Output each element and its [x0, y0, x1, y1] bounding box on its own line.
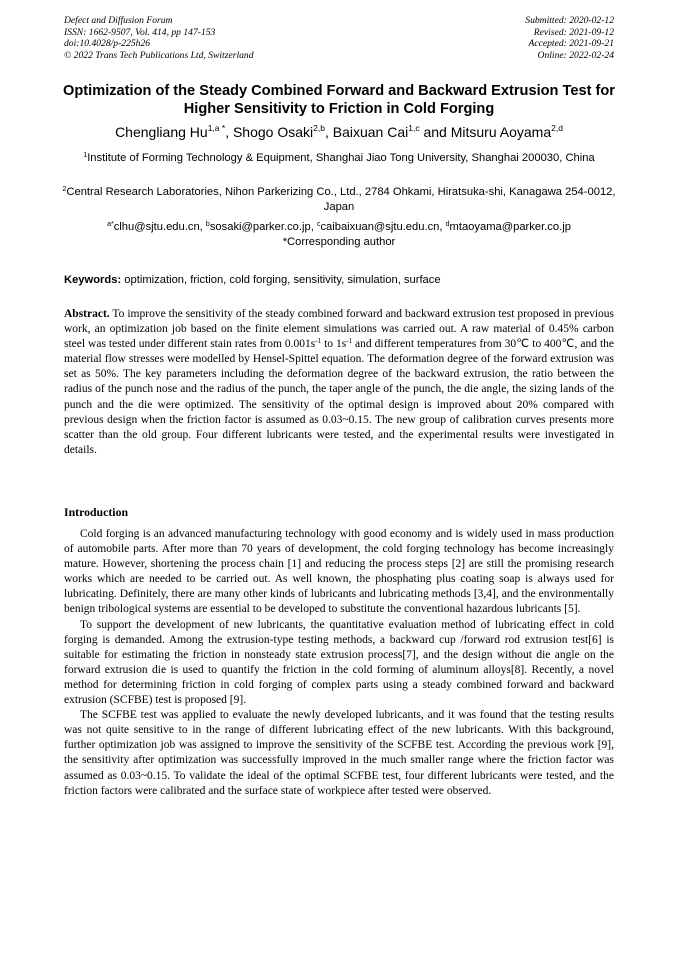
author-separator: , [225, 124, 233, 140]
abstract-text: to 1s [321, 338, 347, 351]
author-separator: and [419, 124, 451, 140]
paper-title: Optimization of the Steady Combined Forward and Backward Extrusion Test for Higher Sensitivity to Friction in Cold Forging [63, 83, 615, 117]
abstract-superscript: -1 [346, 337, 353, 346]
accepted-date: Accepted: 2021-09-21 [528, 38, 614, 50]
paragraph: Cold forging is an advanced manufacturing technology with good economy and is widely used in mass production of automobile parts. After more than 70 years of development, the cold forging technology has become increasingly mature. However, shortening the process chain [1] and reducing the process steps [2] are still the promising research works which are needed to be carried out. As well known, the phosphating plus coating soap is always used for lubricating. Definitely, there are many other kinds of lubricants and lubricating methods [3,4], and the environmentally benign tribological systems are essential to be developed to substitute the conventional hazardous lubricants [5]. [64, 528, 614, 616]
keywords-text: optimization, friction, cold forging, sensitivity, simulation, surface [121, 274, 441, 286]
section-heading: Introduction [64, 505, 129, 519]
introduction-body [64, 527, 614, 799]
affiliation-mark: 1 [83, 152, 88, 159]
email-link[interactable]: clhu@sjtu.edu.cn, [113, 221, 206, 233]
abstract-text: To improve the sensitivity of the steady combined forward and backward extrusion test proposed in previous work, an optimization job based on the finite element simulations was carried out. A raw material of 0.45% carbon steel was tested under different stain rates from 0.001s [64, 308, 614, 351]
email-mark: a* [107, 221, 114, 228]
paragraph: The SCFBE test was applied to evaluate the newly developed lubricants, and it was found that the testing results was not quite sensitive to in the range of different lubricating effect of the new lubricants. With this background, further optimization job was assigned to improve the sensitivity of the SCFBE test. According the previous work [9], the sensitivity after optimization was successfully improved in the much smaller range where the friction factor was assumed as 0.03~0.15. To validate the ideal of the optimal SCFBE test, four different lubricants were tested, and the friction factors were calibrated and the surface state of workpiece after tested were observed. [64, 709, 614, 797]
issn-volume: ISSN: 1662-9507, Vol. 414, pp 147-153 [64, 26, 216, 38]
paragraph: To support the development of new lubricants, the quantitative evaluation method of lubricating effect in cold forging is demanded. Among the extrusion-type testing methods, a backward cup /forward rod extrusion test[6] is suitable for estimating the friction in nonsteady state extrusion process[7], and the design without die angle on the forward extrusion die is used to quantify the friction in the cold forming of aluminum alloys[8]. Recently, a novel method for determining friction in cold forging of complex parts using a steady combined forward and backward extrusion (SCFBE) test is proposed [9]. [64, 618, 614, 707]
keywords [64, 273, 620, 288]
author-name: Mitsuru Aoyama [450, 124, 552, 140]
journal-header [64, 15, 254, 61]
email-mark: b [205, 221, 210, 228]
author-affiliation-mark: 1,a * [207, 123, 226, 133]
email-link[interactable]: mtaoyama@parker.co.jp [449, 221, 571, 233]
author-affiliation-mark: 2,b [313, 123, 325, 133]
email-link[interactable]: caibaixuan@sjtu.edu.cn, [320, 221, 446, 233]
corresponding-note: *Corresponding author [282, 236, 396, 248]
author-name: Shogo Osaki [232, 124, 314, 140]
email-link[interactable]: sosaki@parker.co.jp, [209, 221, 317, 233]
affiliation-mark: 2 [62, 186, 67, 193]
author-emails [50, 220, 628, 250]
journal-name: Defect and Diffusion Forum [64, 15, 173, 26]
author-name: Baixuan Cai [332, 124, 409, 140]
copyright: © 2022 Trans Tech Publications Ltd, Switzerland [64, 49, 254, 61]
author-separator: , [324, 124, 333, 140]
abstract [64, 307, 614, 458]
author-affiliation-mark: 2,d [551, 123, 563, 133]
keywords-label: Keywords: [64, 274, 122, 286]
abstract-superscript: -1 [315, 337, 322, 346]
affiliation-2 [50, 185, 628, 215]
affiliation-text: Central Research Laboratories, Nihon Parkerizing Co., Ltd., 2784 Ohkami, Hiratsuka-shi, Kanagawa 254-0012, Japan [66, 186, 616, 213]
email-line [50, 220, 628, 235]
author-affiliation-mark: 1,c [408, 123, 420, 133]
abstract-text: and different temperatures from 30℃ to 400℃, and the material flow stresses were modelled by Hensel-Spittel equation. The deformation degree of the forward extrusion was set as 50%. The key parameters including the deformation degree of the backward extrusion, the ratio between the radius of the punch nose and the radius of the punch, the taper angle of the punch, the die angle, the sizing lands of the punch and the die were optimized. The sensitivity of the optimal design is improved about 20% compared with previous design when the friction factor is assumed as 0.03~0.15. The new group of calibration curves presents more scatter than the old group. Four different lubricants were tested, and the experimental results were investigated in details. [64, 338, 615, 456]
affiliation-1 [50, 151, 628, 166]
email-mark: d [445, 221, 450, 228]
submitted-date: Submitted: 2020-02-12 [525, 15, 614, 26]
author-list [30, 123, 648, 141]
doi: doi:10.4028/p-225h26 [64, 38, 151, 50]
dates-header [525, 15, 614, 61]
email-mark: c [316, 221, 321, 228]
author-name: Chengliang Hu [115, 124, 208, 140]
abstract-label: Abstract. [64, 308, 110, 320]
online-date: Online: 2022-02-24 [537, 49, 614, 61]
affiliation-text: Institute of Forming Technology & Equipment, Shanghai Jiao Tong University, Shanghai 200030, China [87, 152, 595, 164]
revised-date: Revised: 2021-09-12 [533, 26, 614, 38]
